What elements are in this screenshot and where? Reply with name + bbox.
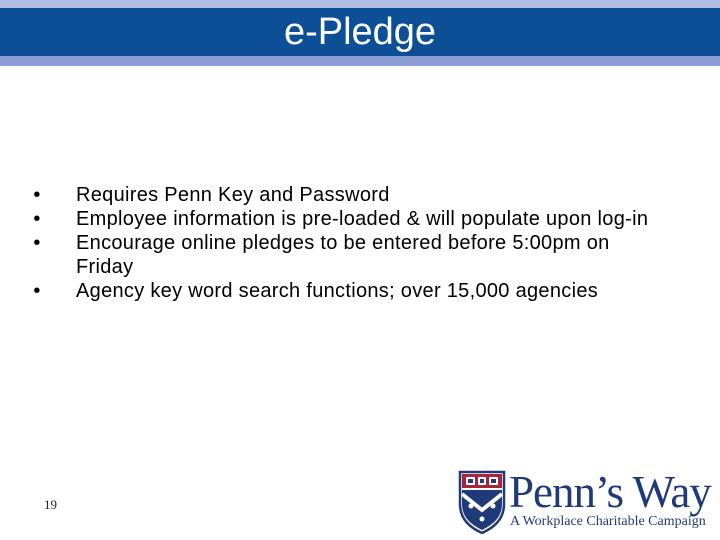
bullet-text: Requires Penn Key and Password xyxy=(76,184,390,206)
logo-tagline: A Workplace Charitable Campaign xyxy=(510,514,706,529)
bullet-list xyxy=(30,183,670,303)
bullet-text: Agency key word search functions; over 15,000 agencies xyxy=(76,280,599,302)
bullet-icon: • xyxy=(33,184,41,206)
bullet-text: Encourage online pledges to be entered before 5:00pm on Friday xyxy=(76,232,610,278)
title-underline-rule xyxy=(0,56,720,66)
penn-shield-icon xyxy=(457,470,507,534)
bullet-icon: • xyxy=(33,208,41,230)
slide-title: e-Pledge xyxy=(283,11,437,53)
bullet-item xyxy=(30,279,670,303)
penns-way-logo xyxy=(457,467,713,534)
bullet-item xyxy=(30,231,670,279)
logo-wordmark: Penn’s Way xyxy=(509,467,711,517)
top-accent-rule xyxy=(0,0,720,8)
title-bar xyxy=(0,8,720,56)
bullet-icon: • xyxy=(33,280,41,302)
bullet-item xyxy=(30,207,670,231)
bullet-text: Employee information is pre-loaded & will populate upon log-in xyxy=(76,208,649,230)
slide-number: 19 xyxy=(44,497,57,512)
bullet-item xyxy=(30,183,670,207)
bullet-icon: • xyxy=(33,232,41,254)
